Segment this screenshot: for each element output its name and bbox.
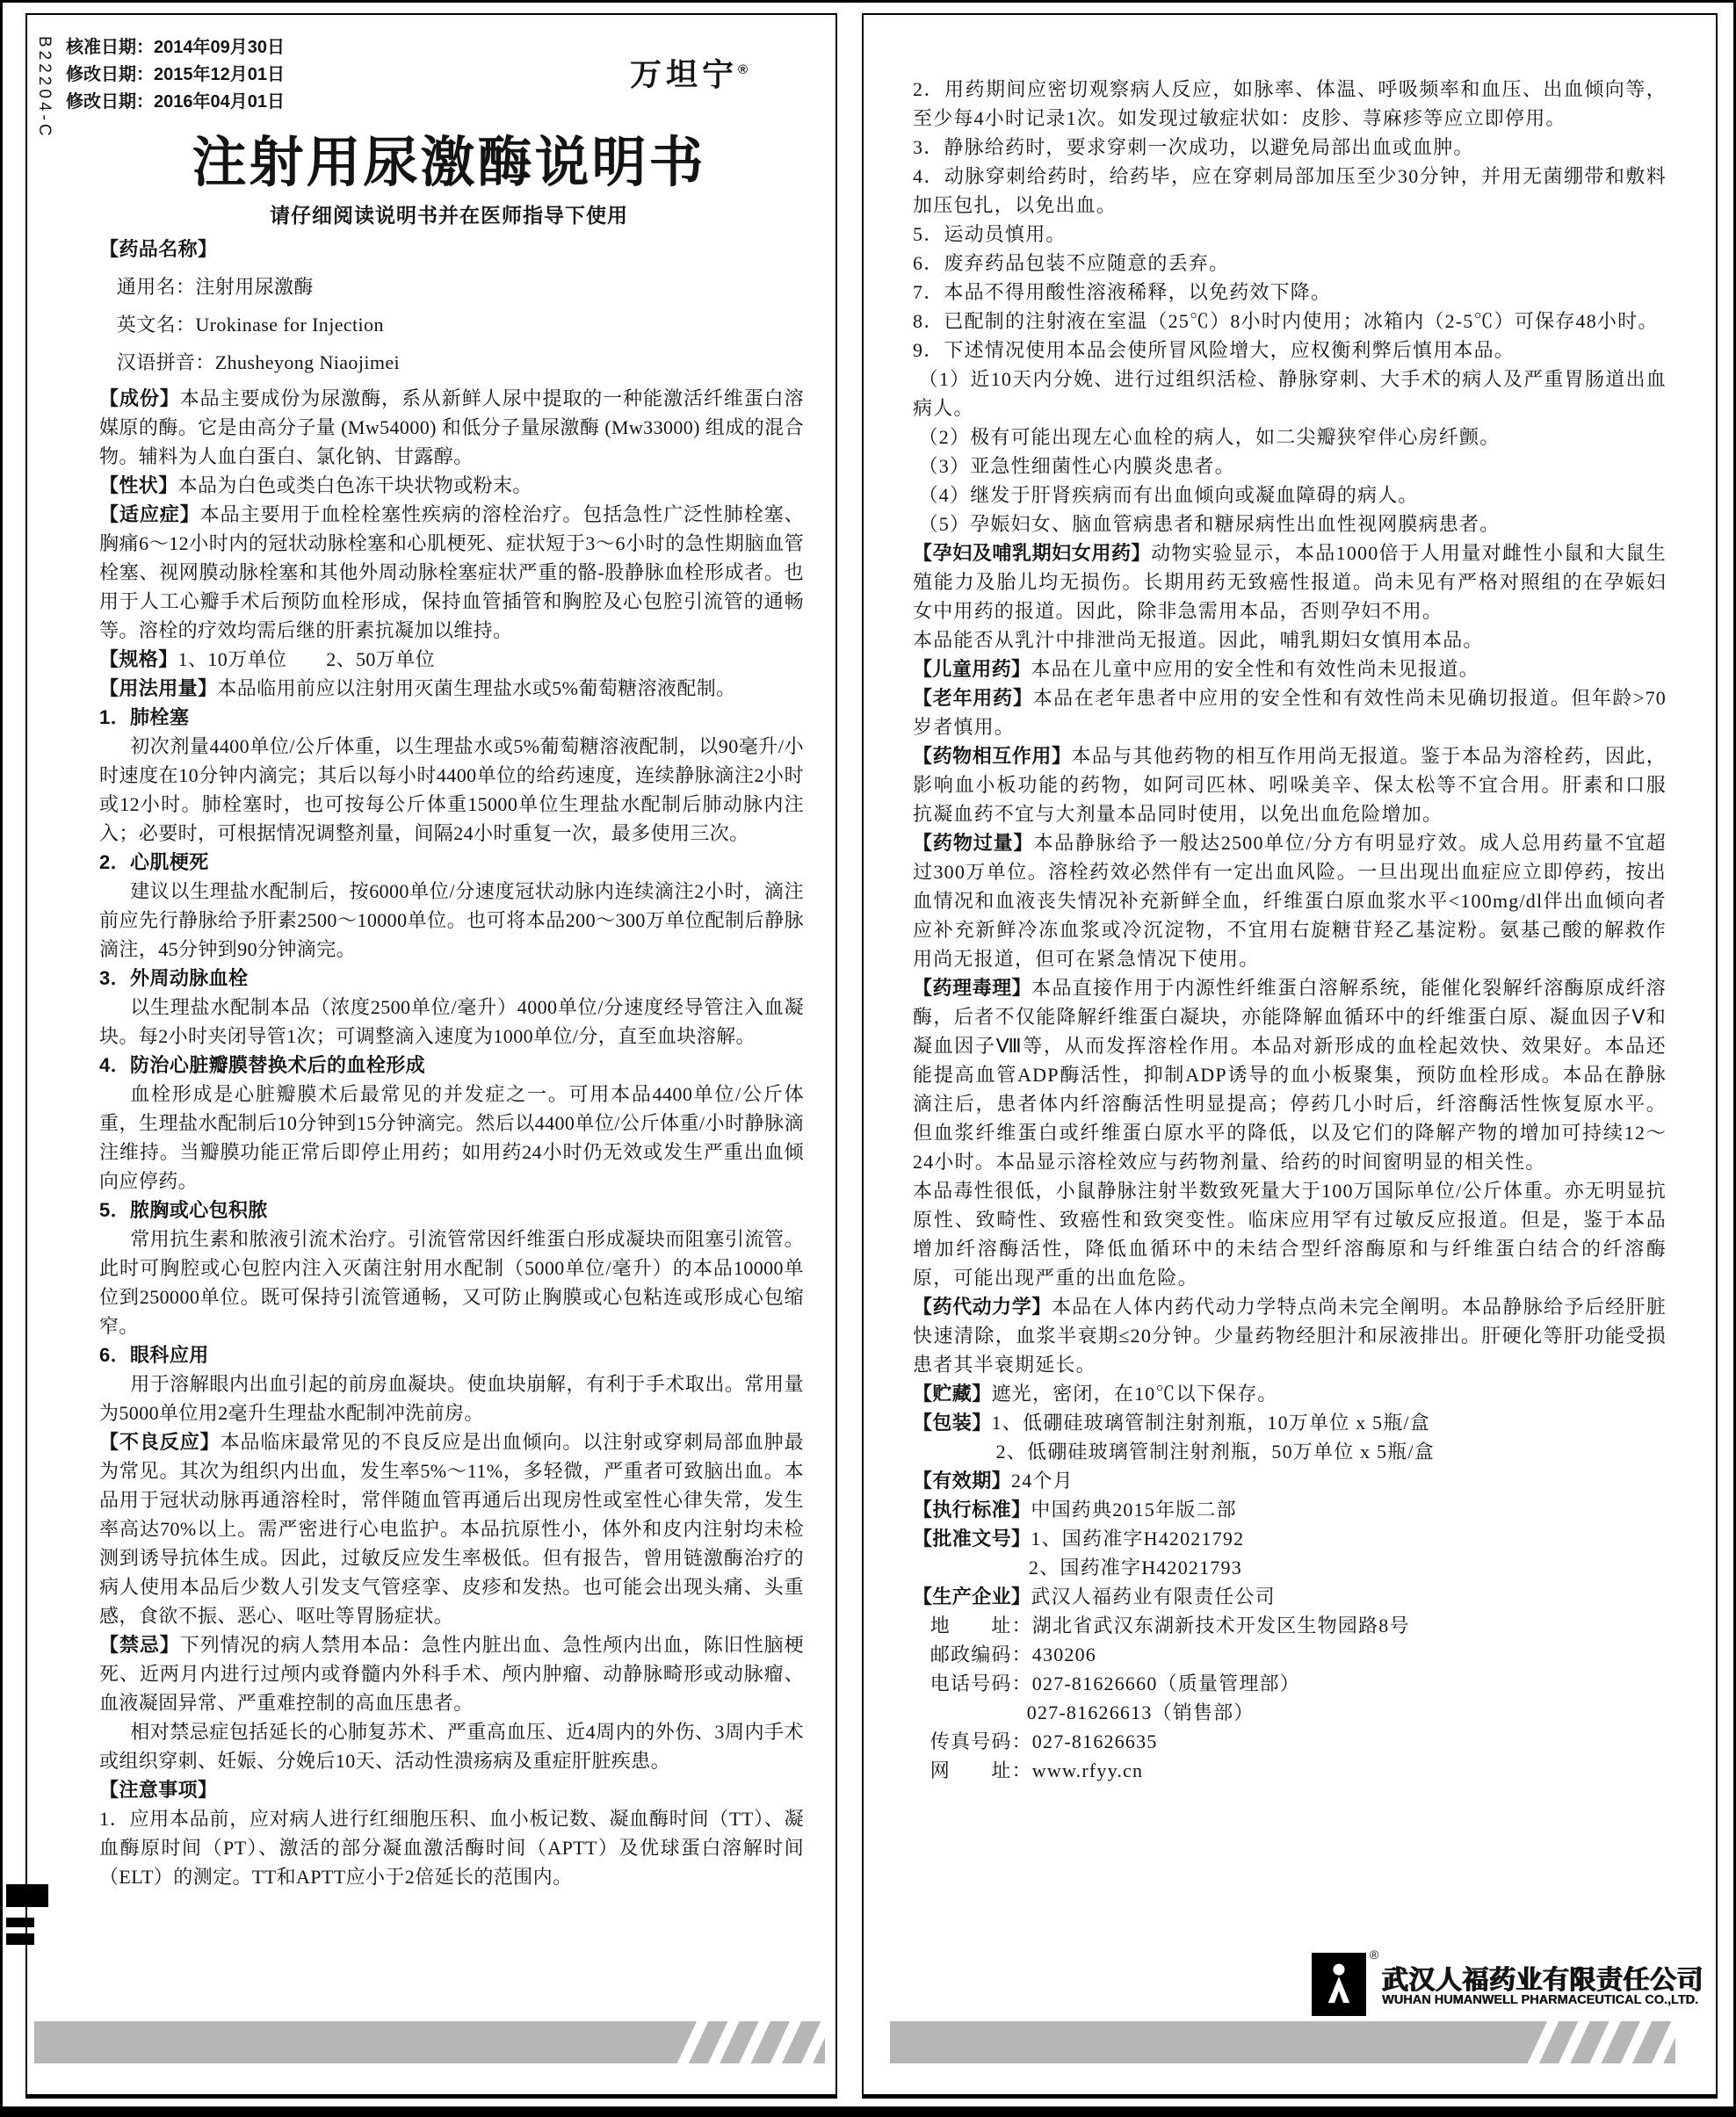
revision-date-2: 修改日期：2016年04月01日	[66, 92, 285, 112]
paragraph: 网 址：www.rfyy.cn	[929, 1759, 1144, 1781]
section-paragraph: 【适应症】本品主要用于血栓栓塞性疾病的溶栓治疗。包括急性广泛性肺栓塞、胸痛6～12小时内的冠状动脉栓塞和心肌梗死、症状短于3～6小时的急性期脑血管栓塞、视网膜动脉栓塞和其他外周动脉栓塞症状严重的骼-股静脉血栓形成者。也用于人工心瓣手术后预防血栓形成，保持血管插管和胸腔及心包腔引流管的通畅等。溶栓的疗效均需后继的肝素抗凝加以维持。	[99, 503, 804, 641]
paragraph: 2．用药期间应密切观察病人反应，如脉率、体温、呼吸频率和血压、出血倾向等，至少每4小时记录1次。如发现过敏症状如：皮胗、荨麻疹等应立即停用。	[913, 78, 1667, 129]
registered-trademark-icon: ®	[738, 62, 749, 77]
paragraph: 地 址：湖北省武汉东湖新技术开发区生物园路8号	[929, 1615, 1410, 1637]
paragraph: 7．本品不得用酸性溶液稀释，以免药效下降。	[913, 281, 1332, 303]
paragraph: 4．动脉穿刺给药时，给药毕，应在穿刺局部加压至少30分钟，并用无菌绷带和敷料加压包扎，以免出血。	[913, 165, 1667, 216]
page-title: 注射用尿激酶说明书	[192, 133, 706, 193]
paragraph: 9．下述情况使用本品会使所冒风险增大，应权衡利弊后慎用本品。	[913, 339, 1515, 361]
section-label: 【适应症】	[99, 503, 200, 525]
section-label: 【规格】	[99, 648, 178, 670]
paragraph: 英文名：Urokinase for Injection	[116, 314, 384, 336]
section-paragraph	[99, 1775, 804, 1804]
section-paragraph: 【性状】本品为白色或类白色冻干块状物或粉末。	[99, 474, 532, 496]
section-label: 【贮藏】	[913, 1383, 992, 1405]
paragraph: 6．眼科应用	[99, 1344, 209, 1366]
section-paragraph: 【贮藏】遮光，密闭，在10℃以下保存。	[913, 1383, 1278, 1405]
paragraph: 6．废弃药品包装不应随意的丢弃。	[913, 252, 1230, 274]
section-label: 【药品名称】	[99, 238, 218, 260]
section-paragraph: 【孕妇及哺乳期妇女用药】动物实验显示，本品1000倍于人用量对雌性小鼠和大鼠生殖能力及胎儿均无损伤。长期用药无致癌性报道。尚未见有严格对照组的在孕娠妇女中用药的报道。因此，除非急需用本品，否则孕妇不用。	[913, 542, 1667, 622]
paragraph: （5）孕娠妇女、脑血管病患者和糖尿病性出血性视网膜病患者。	[918, 513, 1501, 535]
page-subtitle: 请仔细阅读说明书并在医师指导下使用	[270, 204, 628, 227]
paragraph: 常用抗生素和脓液引流术治疗。引流管常因纤维蛋白形成凝块而阻塞引流管。此时可胸腔或心包腔内注入灭菌注射用水配制（5000单位/毫升）的本品10000单位到250000单位。既可保持引流管通畅，又可防止胸膜或心包粘连或形成心包缩窄。	[99, 1228, 804, 1337]
section-label: 【用法用量】	[99, 677, 218, 699]
paragraph: 027-81626613（销售部）	[1026, 1702, 1255, 1723]
paragraph: 2、低硼硅玻璃管制注射剂瓶，50万单位 x 5瓶/盒	[995, 1441, 1435, 1463]
paragraph: 初次剂量4400单位/公斤体重，以生理盐水或5%葡萄糖溶液配制，以90毫升/小时速度在10分钟内滴完；其后以每小时4400单位的给药速度，连续静脉滴注2小时或12小时。肺栓塞时，也可按每公斤体重15000单位生理盐水配制后肺动脉内注入；必要时，可根据情况调整剂量，间隔24小时重复一次，最多使用三次。	[99, 735, 804, 844]
paragraph: （2）极有可能出现左心血栓的病人，如二尖瓣狭窄伴心房纤颤。	[918, 426, 1501, 448]
section-paragraph: 【禁忌】下列情况的病人禁用本品：急性内脏出血、急性颅内出血，陈旧性脑梗死、近两月内进行过颅内或脊髓内外科手术、颅内肿瘤、动静脉畸形或动脉瘤、血液凝固异常、严重难控制的高血压患者。	[99, 1634, 804, 1714]
section-paragraph: 【成份】本品主要成份为尿激酶，系从新鲜人尿中提取的一种能激活纤维蛋白溶媒原的酶。它是由高分子量 (Mw54000) 和低分子量尿激酶 (Mw33000) 组成的混合物。辅料为人血白蛋白、氯化钠、甘露醇。	[99, 387, 804, 467]
diagonal-stripes-decoration	[1528, 2021, 1675, 2063]
section-paragraph: 【规格】1、10万单位 2、50万单位	[99, 648, 436, 670]
section-paragraph: 【不良反应】本品临床最常见的不良反应是出血倾向。以注射或穿刺局部血肿最为常见。其次为组织内出血，发生率5%～11%，多轻微，严重者可致脑出血。本品用于冠状动脉再通溶栓时，常伴随血管再通后出现房性或室性心律失常，发生率高达70%以上。需严密进行心电监护。本品抗原性小，体外和皮内注射均未检测到诱导抗体生成。因此，过敏反应发生率极低。但有报告，曾用链激酶治疗的病人使用本品后少数人引发支气管痉挛、皮疹和发热。也可能会出现头痛、头重感，食欲不振、恶心、呕吐等胃肠症状。	[99, 1431, 804, 1627]
brand-logo	[630, 50, 748, 95]
brand-name: 万坦宁	[630, 56, 739, 92]
paragraph: 本品毒性很低，小鼠静脉注射半数致死量大于100万国际单位/公斤体重。亦无明显抗原性、致畸性、致癌性和致突变性。临床应用罕有过敏反应报道。但是，鉴于本品增加纤溶酶活性，降低血循环中的未结合型纤溶酶原和与纤维蛋白结合的纤溶酶原，可能出现严重的出血危险。	[913, 1180, 1667, 1289]
company-name-en: WUHAN HUMANWELL PHARMACEUTICAL CO.,LTD.	[1382, 1993, 1699, 2007]
revision-dates	[66, 34, 285, 116]
section-paragraph	[99, 235, 804, 264]
paragraph: （3）亚急性细菌性心内膜炎患者。	[918, 455, 1235, 477]
section-paragraph: 【老年用药】本品在老年患者中应用的安全性和有效性尚未见确切报道。但年龄>70岁者慎用。	[913, 687, 1667, 738]
section-label: 【不良反应】	[99, 1431, 221, 1453]
section-label: 【性状】	[99, 474, 178, 496]
approval-date: 核准日期：2014年09月30日	[66, 38, 285, 57]
print-registration-mark	[6, 1918, 34, 1927]
section-label: 【包装】	[913, 1412, 992, 1434]
paragraph: （4）继发于肝肾疾病而有出血倾向或凝血障碍的病人。	[918, 484, 1419, 506]
registered-trademark-icon: ®	[1370, 1947, 1379, 1962]
paragraph: 血栓形成是心脏瓣膜术后最常见的并发症之一。可用本品4400单位/公斤体重，生理盐水配制后10分钟到15分钟滴完。然后以4400单位/公斤体重/小时静脉滴注维持。当瓣膜功能正常后即停止用药；如用药24小时仍无效或发生严重出血倾向应停药。	[99, 1083, 804, 1192]
paragraph: 5．脓胸或心包积脓	[99, 1199, 268, 1221]
section-paragraph: 【生产企业】武汉人福药业有限责任公司	[913, 1586, 1276, 1608]
section-label: 【执行标准】	[913, 1499, 1031, 1521]
footer-gray-bar-right	[890, 2021, 1675, 2063]
paragraph: 邮政编码：430206	[929, 1644, 1096, 1665]
page-right	[862, 13, 1718, 2099]
section-paragraph: 【儿童用药】本品在儿童中应用的安全性和有效性尚未见报道。	[913, 658, 1479, 680]
section-label: 【生产企业】	[913, 1586, 1031, 1608]
print-code-vertical: B22204-C	[35, 36, 54, 140]
section-label: 【药物相互作用】	[913, 745, 1072, 767]
section-paragraph: 【药物相互作用】本品与其他药物的相互作用尚无报道。鉴于本品为溶栓药，因此，影响血小板功能的药物，如阿司匹林、吲哚美辛、保太松等不宜合用。肝素和口服抗凝血药不宜与大剂量本品同时使用，以免出血危险增加。	[913, 745, 1667, 825]
section-paragraph: 【批准文号】1、国药准字H42021792	[913, 1528, 1245, 1550]
section-paragraph: 【有效期】24个月	[913, 1470, 1074, 1492]
section-label: 【禁忌】	[99, 1634, 180, 1656]
paragraph: 传真号码：027-81626635	[929, 1730, 1158, 1752]
section-paragraph: 【药物过量】本品静脉给予一般达2500单位/分方有明显疗效。成人总用药量不宜超过300万单位。溶栓药效必然伴有一定出血风险。一旦出现出血症应立即停药，按出血情况和血液丧失情况补充新鲜全血，纤维蛋白原血浆水平<100mg/dl伴出血倾向者应补充新鲜冷冻血浆或冷沉淀物，不宜用右旋糖苷羟乙基淀粉。氨基己酸的解救作用尚无报道，但可在紧急情况下使用。	[913, 832, 1667, 970]
paragraph: 用于溶解眼内出血引起的前房血凝块。使血块崩解，有利于手术取出。常用量为5000单位用2毫升生理盐水配制冲洗前房。	[99, 1373, 804, 1424]
paragraph: 2．心肌梗死	[99, 851, 209, 873]
paragraph: 8．已配制的注射液在室温（25℃）8小时内使用；冰箱内（2-5℃）可保存48小时。	[913, 310, 1659, 332]
left-column-text	[99, 235, 804, 1891]
print-registration-mark	[6, 1933, 34, 1945]
paragraph: 汉语拼音：Zhusheyong Niaojimei	[116, 351, 401, 373]
section-paragraph: 【药代动力学】本品在人体内药代动力学特点尚未完全阐明。本品静脉给予后经肝脏快速清除，血浆半衰期≤20分钟。少量药物经胆汁和尿液排出。肝硬化等肝功能受损患者其半衰期延长。	[913, 1296, 1667, 1376]
page-left	[25, 13, 837, 2099]
right-column-text	[913, 75, 1667, 1785]
paragraph: 1．肺栓塞	[99, 706, 190, 728]
paragraph: 3．静脉给药时，要求穿刺一次成功，以避免局部出血或血肿。	[913, 136, 1474, 158]
paragraph: 通用名：注射用尿激酶	[116, 276, 314, 298]
section-label: 【孕妇及哺乳期妇女用药】	[913, 542, 1152, 564]
diagonal-stripes-decoration	[677, 2021, 825, 2063]
section-paragraph: 【药理毒理】本品直接作用于内源性纤维蛋白溶解系统，能催化裂解纤溶酶原成纤溶酶，后者不仅能降解纤维蛋白凝块，亦能降解血循环中的纤维蛋白原、凝血因子Ⅴ和凝血因子Ⅷ等，从而发挥溶栓作用。本品对新形成的血栓起效快、效果好。本品还能提高血管ADP酶活性，抑制ADP诱导的血小板聚集，预防血栓形成。本品在静脉滴注后，患者体内纤溶酶活性明显提高；停药几小时后，纤溶酶活性恢复原水平。但血浆纤维蛋白或纤维蛋白原水平的降低，以及它们的降解产物的增加可持续12～24小时。本品显示溶栓效应与药物剂量、给药的时间窗明显的相关性。	[913, 977, 1667, 1173]
paragraph: 2、国药准字H42021793	[1029, 1557, 1242, 1579]
section-paragraph: 【包装】1、低硼硅玻璃管制注射剂瓶，10万单位 x 5瓶/盒	[913, 1412, 1430, 1434]
section-label: 【药理毒理】	[913, 977, 1032, 999]
person-figure-icon	[1319, 1960, 1359, 2009]
section-label: 【药代动力学】	[913, 1296, 1052, 1318]
paragraph: 电话号码：027-81626660（质量管理部）	[929, 1673, 1300, 1694]
paragraph: 建议以生理盐水配制后，按6000单位/分速度冠状动脉内连续滴注2小时，滴注前应先行静脉给予肝素2500～10000单位。也可将本品200～300万单位配制后静脉滴注，45分钟到90分钟滴完。	[99, 880, 804, 960]
section-label: 【药物过量】	[913, 832, 1034, 854]
section-paragraph: 【执行标准】中国药典2015年版二部	[913, 1499, 1237, 1521]
humanwell-person-icon	[1312, 1953, 1366, 2016]
section-label: 【成份】	[99, 387, 180, 409]
footer-gray-bar-left	[34, 2021, 825, 2063]
paragraph: 3．外周动脉血栓	[99, 967, 249, 989]
section-label: 【注意事项】	[99, 1779, 218, 1801]
paragraph: （1）近10天内分娩、进行过组织活检、静脉穿刺、大手术的病人及严重胃肠道出血病人。	[913, 368, 1667, 419]
paragraph: 5．运动员慎用。	[913, 223, 1067, 245]
company-name-cn: 武汉人福药业有限责任公司	[1382, 1966, 1703, 1995]
section-label: 【老年用药】	[913, 687, 1033, 709]
paragraph: 本品能否从乳汁中排泄尚无报道。因此，哺乳期妇女慎用本品。	[913, 629, 1484, 651]
paragraph: 相对禁忌症包括延长的心肺复苏术、严重高血压、近4周内的外伤、3周内手术或组织穿刺、妊娠、分娩后10天、活动性溃疡病及重症肝脏疾患。	[99, 1721, 804, 1772]
section-label: 【儿童用药】	[913, 658, 1031, 680]
paragraph: 4．防治心脏瓣膜替换术后的血栓形成	[99, 1054, 426, 1076]
section-label: 【有效期】	[913, 1470, 1012, 1492]
revision-date-1: 修改日期：2015年12月01日	[66, 65, 285, 84]
section-paragraph: 【用法用量】本品临用前应以注射用灭菌生理盐水或5%葡萄糖溶液配制。	[99, 677, 736, 699]
paragraph: 以生理盐水配制本品（浓度2500单位/毫升）4000单位/分速度经导管注入血凝块。每2小时夹闭导管1次；可调整滴入速度为1000单位/分，直至血块溶解。	[99, 996, 804, 1047]
section-label: 【批准文号】	[913, 1528, 1031, 1550]
paragraph: 1．应用本品前，应对病人进行红细胞压积、血小板记数、凝血酶时间（TT）、凝血酶原时间（PT）、激活的部分凝血激活酶时间（APTT）及优球蛋白溶解时间（ELT）的测定。TT和APTT应小于2倍延长的范围内。	[99, 1808, 804, 1888]
print-registration-mark	[6, 1884, 48, 1907]
